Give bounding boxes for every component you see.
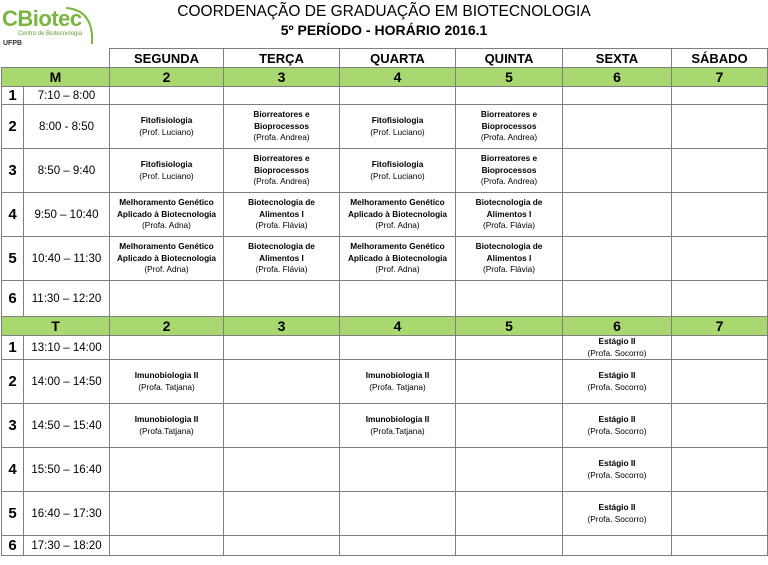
period-number: 4	[2, 193, 24, 237]
course-name: Alimentos I	[259, 252, 304, 263]
period-time: 15:50 – 16:40	[24, 448, 110, 492]
course-name: Aplicado à Biotecnologia	[347, 252, 448, 263]
day-number: 7	[672, 68, 768, 87]
course-name: Estágio II	[598, 502, 636, 512]
professor-name: (Profa. Andrea)	[253, 176, 310, 187]
period-time: 13:10 – 14:00	[24, 336, 110, 360]
professor-name: (Prof. Adna)	[375, 264, 420, 275]
schedule-cell	[563, 360, 672, 404]
table-row	[2, 105, 768, 149]
professor-name: (Profa. Andrea)	[480, 132, 538, 143]
table-row	[2, 237, 768, 281]
course-name: Fitofisiologia	[371, 159, 424, 169]
schedule-cell	[224, 336, 340, 360]
day-header: SEXTA	[563, 49, 672, 68]
table-row	[2, 404, 768, 448]
professor-name: (Profa. Adna)	[142, 220, 191, 231]
schedule-cell	[456, 105, 563, 149]
course-name: Biorreatores e	[253, 109, 310, 120]
schedule-cell	[110, 404, 224, 448]
course-name: Fitofisiologia	[140, 159, 193, 169]
period-number: 5	[2, 237, 24, 281]
professor-name: (Prof. Adna)	[375, 220, 420, 231]
course-name: Melhoramento Genético	[119, 197, 214, 208]
schedule-cell	[340, 492, 456, 536]
schedule-cell	[110, 492, 224, 536]
day-number: 5	[456, 68, 563, 87]
professor-name: (Profa. Socorro)	[587, 381, 647, 392]
schedule-cell	[672, 448, 768, 492]
schedule-cell	[224, 536, 340, 556]
schedule-cell	[563, 536, 672, 556]
period-time: 17:30 – 18:20	[24, 536, 110, 556]
professor-name: (Profa. Socorro)	[587, 347, 647, 358]
course-name: Imunobiologia II	[365, 414, 430, 424]
schedule-cell	[224, 193, 340, 237]
course-name: Alimentos I	[486, 208, 532, 219]
schedule-cell	[456, 536, 563, 556]
schedule-cell	[340, 237, 456, 281]
schedule-cell	[456, 193, 563, 237]
course-name: Aplicado à Biotecnologia	[116, 208, 217, 219]
professor-name: (Profa. Socorro)	[587, 513, 647, 524]
course-name: Bioprocessos	[254, 120, 309, 131]
afternoon-section-row	[2, 317, 768, 336]
schedule-cell	[224, 281, 340, 317]
course-name: Aplicado à Biotecnologia	[116, 252, 217, 263]
table-row	[2, 281, 768, 317]
schedule-cell	[456, 281, 563, 317]
period-time: 14:50 – 15:40	[24, 404, 110, 448]
table-row	[2, 360, 768, 404]
day-number: 3	[224, 68, 340, 87]
period-number: 6	[2, 536, 24, 556]
schedule-cell	[224, 360, 340, 404]
professor-name: (Prof. Luciano)	[370, 126, 425, 137]
course-name: Melhoramento Genético	[350, 241, 445, 252]
professor-name: (Profa. Tatjana)	[138, 381, 195, 392]
day-header: SÁBADO	[672, 49, 768, 68]
course-name: Alimentos I	[259, 208, 304, 219]
schedule-cell	[563, 237, 672, 281]
schedule-cell	[340, 448, 456, 492]
table-row	[2, 448, 768, 492]
professor-name: (Prof. Luciano)	[370, 170, 425, 181]
schedule-cell	[672, 149, 768, 193]
professor-name: (Profa. Flávia)	[482, 264, 536, 275]
schedule-cell	[340, 281, 456, 317]
schedule-cell	[110, 105, 224, 149]
schedule-cell	[110, 237, 224, 281]
schedule-cell	[224, 87, 340, 105]
day-number: 6	[563, 68, 672, 87]
course-name: Biotecnologia de	[248, 197, 315, 208]
course-name: Bioprocessos	[481, 164, 537, 175]
afternoon-label: T	[2, 317, 110, 336]
professor-name: (Prof. Luciano)	[139, 170, 194, 181]
schedule-cell	[563, 492, 672, 536]
course-name: Biotecnologia de	[475, 197, 543, 208]
period-number: 6	[2, 281, 24, 317]
schedule-cell	[672, 404, 768, 448]
schedule-cell	[456, 448, 563, 492]
schedule-cell	[110, 448, 224, 492]
period-number: 1	[2, 336, 24, 360]
schedule-cell	[340, 87, 456, 105]
logo-text: CBiotec	[2, 6, 82, 31]
schedule-cell	[672, 336, 768, 360]
logo-institution: UFPB	[3, 40, 23, 47]
day-number: 4	[340, 317, 456, 336]
period-number: 3	[2, 404, 24, 448]
period-number: 1	[2, 87, 24, 105]
schedule-cell	[672, 360, 768, 404]
period-number: 2	[2, 105, 24, 149]
course-name: Estágio II	[598, 370, 636, 380]
schedule-cell	[563, 404, 672, 448]
course-name: Biotecnologia de	[248, 241, 315, 252]
professor-name: (Profa.Tatjana)	[139, 425, 194, 436]
schedule-cell	[340, 336, 456, 360]
professor-name: (Profa. Tatjana)	[369, 381, 426, 392]
schedule-cell	[672, 193, 768, 237]
table-row	[2, 149, 768, 193]
header-corner	[2, 49, 110, 68]
period-time: 8:00 - 8:50	[24, 105, 110, 149]
day-number: 6	[563, 317, 672, 336]
schedule-cell	[672, 237, 768, 281]
schedule-cell	[110, 193, 224, 237]
schedule-cell	[672, 87, 768, 105]
course-name: Melhoramento Genético	[350, 197, 445, 208]
period-time: 10:40 – 11:30	[24, 237, 110, 281]
schedule-cell	[340, 149, 456, 193]
day-number: 2	[110, 317, 224, 336]
schedule-cell	[563, 193, 672, 237]
schedule-cell	[563, 336, 672, 360]
schedule-cell	[110, 536, 224, 556]
schedule-cell	[456, 492, 563, 536]
schedule-cell	[563, 105, 672, 149]
schedule-cell	[110, 281, 224, 317]
course-name: Alimentos I	[486, 252, 532, 263]
professor-name: (Profa. Andrea)	[253, 132, 310, 143]
period-number: 5	[2, 492, 24, 536]
schedule-cell	[563, 448, 672, 492]
course-name: Estágio II	[598, 414, 636, 424]
schedule-cell	[456, 360, 563, 404]
course-name: Estágio II	[598, 336, 636, 346]
logo-subtitle: Centro de Biotecnologia	[18, 31, 83, 37]
professor-name: (Profa. Andrea)	[480, 176, 538, 187]
schedule-cell	[672, 492, 768, 536]
morning-section-row	[2, 68, 768, 87]
schedule-cell	[456, 237, 563, 281]
page-title: COORDENAÇÃO DE GRADUAÇÃO EM BIOTECNOLOGIA	[177, 3, 591, 20]
course-name: Estágio II	[598, 458, 636, 468]
schedule-cell	[672, 105, 768, 149]
schedule-table	[1, 48, 768, 556]
professor-name: (Profa.Tatjana)	[370, 425, 425, 436]
schedule-cell	[340, 105, 456, 149]
schedule-cell	[672, 536, 768, 556]
course-name: Bioprocessos	[481, 120, 537, 131]
schedule-cell	[456, 336, 563, 360]
schedule-cell	[340, 193, 456, 237]
professor-name: (Profa. Socorro)	[587, 425, 647, 436]
schedule-cell	[563, 87, 672, 105]
course-name: Biorreatores e	[480, 153, 538, 164]
period-time: 9:50 – 10:40	[24, 193, 110, 237]
schedule-cell	[563, 149, 672, 193]
schedule-cell	[224, 237, 340, 281]
period-number: 4	[2, 448, 24, 492]
professor-name: (Prof. Luciano)	[139, 126, 194, 137]
schedule-cell	[224, 404, 340, 448]
table-row	[2, 193, 768, 237]
schedule-cell	[224, 149, 340, 193]
course-name: Fitofisiologia	[140, 115, 193, 125]
day-number: 5	[456, 317, 563, 336]
course-name: Imunobiologia II	[134, 414, 199, 424]
day-header: QUINTA	[456, 49, 563, 68]
course-name: Biorreatores e	[480, 109, 538, 120]
period-time: 7:10 – 8:00	[24, 87, 110, 105]
course-name: Aplicado à Biotecnologia	[347, 208, 448, 219]
period-time: 8:50 – 9:40	[24, 149, 110, 193]
schedule-cell	[224, 448, 340, 492]
period-number: 2	[2, 360, 24, 404]
day-number: 3	[224, 317, 340, 336]
schedule-cell	[224, 105, 340, 149]
table-row	[2, 336, 768, 360]
course-name: Melhoramento Genético	[119, 241, 214, 252]
period-time: 16:40 – 17:30	[24, 492, 110, 536]
table-row	[2, 536, 768, 556]
period-number: 3	[2, 149, 24, 193]
course-name: Biotecnologia de	[475, 241, 543, 252]
course-name: Imunobiologia II	[134, 370, 199, 380]
professor-name: (Profa. Flávia)	[482, 220, 536, 231]
period-time: 11:30 – 12:20	[24, 281, 110, 317]
course-name: Biorreatores e	[253, 153, 310, 164]
schedule-cell	[110, 87, 224, 105]
period-time: 14:00 – 14:50	[24, 360, 110, 404]
schedule-cell	[456, 404, 563, 448]
day-header: TERÇA	[224, 49, 340, 68]
day-header-row	[2, 49, 768, 68]
schedule-cell	[110, 360, 224, 404]
day-header: SEGUNDA	[110, 49, 224, 68]
table-row	[2, 492, 768, 536]
professor-name: (Profa. Flávia)	[255, 220, 308, 231]
day-number: 7	[672, 317, 768, 336]
schedule-cell	[563, 281, 672, 317]
morning-label: M	[2, 68, 110, 87]
day-number: 4	[340, 68, 456, 87]
schedule-cell	[340, 360, 456, 404]
professor-name: (Profa. Socorro)	[587, 469, 647, 480]
schedule-cell	[672, 281, 768, 317]
course-name: Imunobiologia II	[365, 370, 430, 380]
professor-name: (Prof. Adna)	[144, 264, 189, 275]
course-name: Bioprocessos	[254, 164, 309, 175]
course-name: Fitofisiologia	[371, 115, 424, 125]
schedule-cell	[224, 492, 340, 536]
table-row	[2, 87, 768, 105]
schedule-cell	[340, 404, 456, 448]
schedule-cell	[110, 336, 224, 360]
day-header: QUARTA	[340, 49, 456, 68]
schedule-cell	[110, 149, 224, 193]
professor-name: (Profa. Flávia)	[255, 264, 308, 275]
schedule-cell	[456, 87, 563, 105]
schedule-cell	[340, 536, 456, 556]
schedule-cell	[456, 149, 563, 193]
day-number: 2	[110, 68, 224, 87]
page-subtitle: 5º PERÍODO - HORÁRIO 2016.1	[280, 22, 488, 38]
